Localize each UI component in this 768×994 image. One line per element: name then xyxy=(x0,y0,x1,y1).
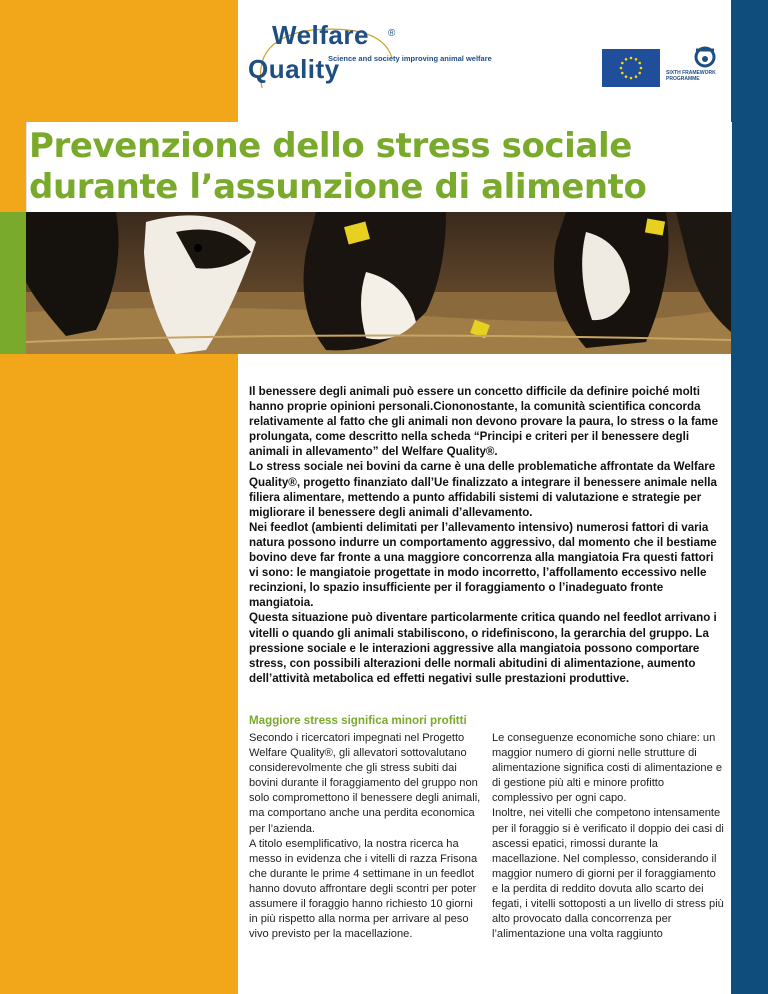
left-column xyxy=(249,731,481,942)
cattle-feeding-photo xyxy=(26,212,731,354)
body-paragraph: Le conseguenze economiche sono chiare: un maggior numero di giorni nelle strutture di alimentazione significa costi di alimentazione e di gestione più alti e minore profitto complessivo per ogni capo. xyxy=(492,732,723,805)
title-box xyxy=(26,122,732,212)
body-paragraph: Inoltre, nei vitelli che competono intensamente per il foraggio si è verificato il doppio dei casi di ascessi epatici, rimossi durante la macellazione. Nel complesso, considerando il maggior numero di giorni per il foraggiamento e la perdita di reddito dovuta allo scarto dei fegati, i vitelli sottoposti a un livello di stress più alto provocato dalla concorrenza per l’alimentazione una volta raggiunto xyxy=(492,807,724,941)
body-paragraph: A titolo esemplificativo, la nostra ricerca ha messo in evidenza che i vitelli di razza Frisona che durante le prime 4 settimane in un feedlot hanno dovuto affrontare degli scontri per poter assumere il foraggio hanno richiesto 10 giorni in più rispetto alla norma per arrivare al peso vivo previsto per la macellazione. xyxy=(249,837,478,941)
intro-paragraph: Il benessere degli animali può essere un concetto difficile da definire poiché molti hanno proprie opinioni personali.Ciononostante, la comunità scientifica concorda relativamente al fatto che gli animali non devono provare la paura, lo stress o la fame prolungata, come descritto nella scheda “Principi e criteri per il benessere degli animali in allevamento” del Welfare Quality®. xyxy=(249,385,719,459)
program-line-1: SIXTH FRAMEWORK xyxy=(666,70,716,76)
right-blue-band xyxy=(731,0,768,994)
logo-word-quality: Quality xyxy=(248,54,340,84)
profit-section xyxy=(249,714,724,984)
title-line-1: Prevenzione dello stress sociale xyxy=(29,126,632,166)
program-line-2: PROGRAMME xyxy=(666,76,700,82)
body-paragraph: Secondo i ricercatori impegnati nel Progetto Welfare Quality®, gli allevatori sottovalutano considerevolmente che gli stress subiti dai bovini durante il foraggiamento del gruppo non solo compromettono il benessere degli animali, ma comportano anche una perdita economica per l’azienda. xyxy=(249,732,481,835)
page-title xyxy=(29,126,647,208)
intro-paragraph: Nei feedlot (ambienti delimitati per l’allevamento intensivo) numerosi fattori di varia natura possono indurre un comportamento aggressivo, dal momento che il bestiame bovino deve far fronte a una maggiore concorrenza alla mangiatoia Fra questi fattori vi sono: le mangiatoie progettate in modo incorretto, l’affollamento eccessivo nelle recinzioni, lo spazio insufficiente per il foraggiamento o l’inadeguato fronte mangiatoia. xyxy=(249,520,717,610)
sixth-framework-logo xyxy=(666,46,728,90)
sixth-framework-icon xyxy=(690,46,720,68)
right-column xyxy=(492,731,724,942)
logo-registered-mark: ® xyxy=(388,28,396,39)
program-text xyxy=(666,70,716,82)
intro-paragraph: Lo stress sociale nei bovini da carne è una delle problematiche affrontate da Welfare Quality®, progetto finanziato dall’Ue finalizzato a integrare il benessere animale nella filiera alimentare, mettendo a punto affidabili sistemi di valutazione e strategie per migliorare il benessere degli animali d’allevamento. xyxy=(249,460,717,519)
logo-tagline: Science and society improving animal welfare xyxy=(328,54,492,63)
eu-flag-icon xyxy=(602,49,660,87)
intro-text xyxy=(249,384,721,686)
title-line-2: durante l’assunzione di alimento xyxy=(29,167,647,207)
logo-word-welfare: Welfare xyxy=(272,20,369,50)
cattle-photo-image xyxy=(26,212,731,354)
welfare-quality-logo xyxy=(248,22,508,102)
left-green-accent xyxy=(0,212,26,354)
header xyxy=(238,0,731,122)
section-title: Maggiore stress significa minori profitti xyxy=(249,714,467,727)
intro-paragraph: Questa situazione può diventare particolarmente critica quando nel feedlot arrivano i vitelli o quando gli animali stabiliscono, o ridefiniscono, la gerarchia del gruppo. La pressione sociale e le interazioni aggressive alla mangiatoia possono comportare stress, con possibili alterazioni delle normali abitudini di alimentazione, aumento dell’attività metabolica ed effetti negativi sulle prestazioni produttive. xyxy=(249,611,717,685)
